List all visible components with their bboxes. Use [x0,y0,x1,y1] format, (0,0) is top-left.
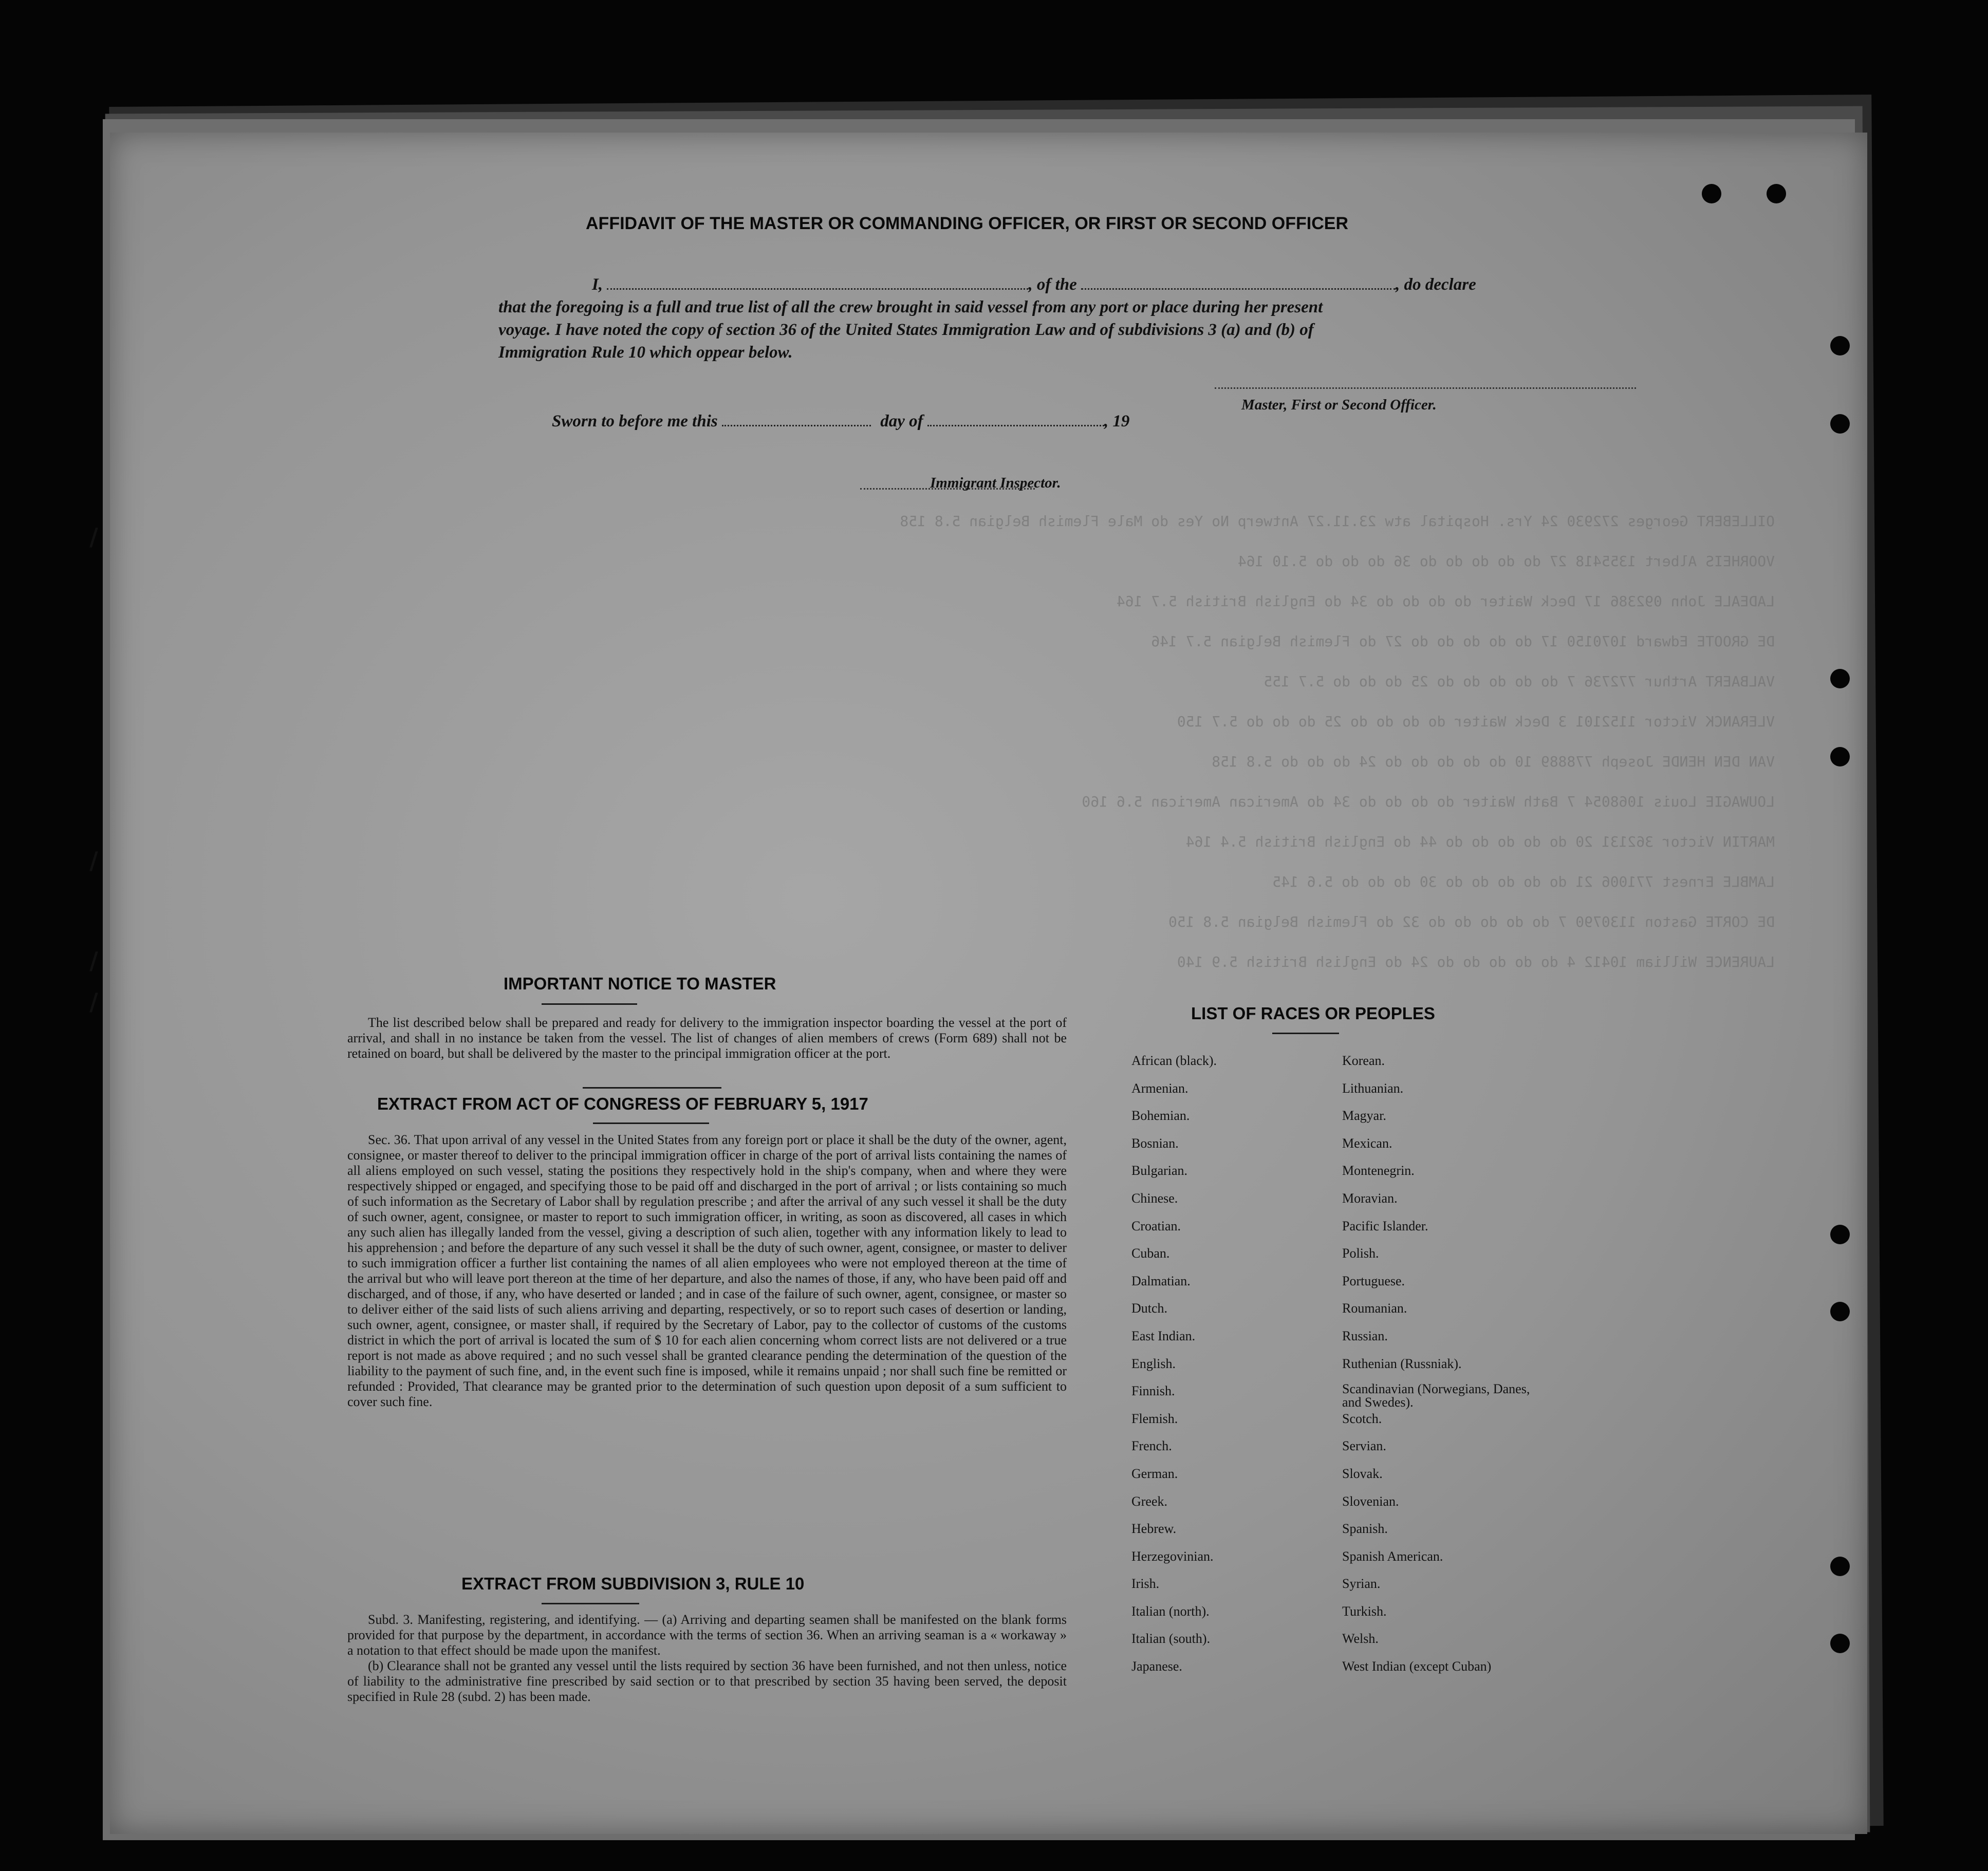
race-item: Slovak. [1342,1466,1383,1481]
race-item: English. [1131,1356,1176,1371]
inspector-signature-label: Immigrant Inspector. [930,475,1061,491]
race-item: Ruthenian (Russniak). [1342,1356,1462,1371]
master-name-field[interactable] [607,288,1028,290]
race-item: Croatian. [1131,1218,1181,1233]
race-item: Slovenian. [1342,1493,1399,1509]
race-item: African (black). [1131,1053,1217,1068]
race-item: Mexican. [1342,1135,1392,1151]
margin-mark: / [89,947,98,975]
margin-mark: / [89,523,98,551]
race-item: Herzegovinian. [1131,1548,1214,1564]
notice-title-rule [542,1003,637,1005]
master-signature-line[interactable] [1215,387,1636,389]
bleed-through-row: LAURENCE William 10412 4 do do do do do 24 do English British 5.9 140 [1177,953,1775,970]
race-item: Armenian. [1131,1080,1188,1096]
race-item: Spanish. [1342,1521,1388,1537]
notice-paragraph: The list described below shall be prepared and ready for delivery to the immigration inspector boarding the vessel at the port of arrival, and shall in no instance be taken from the vessel. The list of changes of alien members of crews (Form 689) shall not be retained on board, but shall be delivered by the master to the principal immigration officer at the port. [347,1015,1067,1061]
punch-hole [1830,1225,1850,1244]
race-item: Finnish. [1131,1383,1175,1399]
race-item: Chinese. [1131,1190,1178,1206]
rule-paragraph-a: Subd. 3. Manifesting, registering, and identifying. — (a) Arriving and departing seamen shall be manifested on the blank forms provided for that purpose by the department, in accordance with the terms of section 36. When an arriving seaman is a « workaway » a notation to that effect should be made upon the manifest. [347,1612,1067,1658]
punch-hole [1830,747,1850,766]
race-item: Magyar. [1342,1108,1386,1124]
race-item: Welsh. [1342,1631,1379,1647]
margin-mark: / [89,988,98,1016]
race-item: Scandinavian (Norwegians, Danes, and Swedes). [1342,1381,1530,1410]
sworn-day-field[interactable] [722,425,871,426]
act-title-rule-bottom [593,1122,709,1124]
rule-text [347,1612,1067,1705]
bleed-through-row: VOORHEIS Albert 1355418 27 do do do do do 36 do do do 5.10 164 [1237,553,1775,570]
race-item: Dalmatian. [1131,1273,1191,1288]
bleed-through-row: VALBAERT Arthur 772736 7 do do do do do 25 do do do 5.7 155 [1264,673,1775,690]
act-title-rule-top [583,1087,721,1089]
day-of-label: day of [880,412,923,431]
affidavit-line-4: Immigration Rule 10 which oppear below. [498,343,793,362]
race-item: Turkish. [1342,1603,1387,1619]
race-item: East Indian. [1131,1328,1196,1343]
race-item: Bohemian. [1131,1108,1190,1124]
sworn-month-field[interactable] [927,425,1104,426]
race-item: Japanese. [1131,1659,1182,1674]
race-item: Bulgarian. [1131,1163,1188,1178]
affidavit-declare-label: , do declare [1396,275,1476,294]
race-item: Montenegrin. [1342,1163,1415,1178]
race-item: Greek. [1131,1493,1168,1509]
punch-hole [1830,1634,1850,1653]
affidavit-i-label: I, [592,275,603,294]
punch-hole [1830,1557,1850,1576]
race-item: Irish. [1131,1576,1160,1592]
punch-hole [1702,184,1721,203]
punch-hole [1767,184,1786,203]
race-item: Hebrew. [1131,1521,1177,1537]
bleed-through-row: MARTIN Victor 362131 20 do do do do do 44 do English British 5.4 164 [1185,833,1775,850]
race-item: Bosnian. [1131,1135,1179,1151]
races-title: LIST OF RACES OR PEOPLES [1191,1004,1435,1023]
bleed-through-row: LOUWAGIE Louis 1068054 7 Bath Waiter do do do do 34 do American American 5.6 160 [1082,793,1775,810]
race-item: French. [1131,1438,1172,1454]
sworn-label: Sworn to before me this [552,412,718,431]
punch-hole [1830,414,1850,434]
race-item: Moravian. [1342,1190,1398,1206]
master-signature-label: Master, First or Second Officer. [1241,397,1437,413]
bleed-through-row: DE CORTE Gaston 1130790 7 do do do do do 32 do Flemish Belgian 5.8 150 [1168,913,1775,930]
year-prefix-label: , 19 [1104,412,1130,431]
sworn-line [552,412,1129,431]
affidavit-line-2: that the foregoing is a full and true list of all the crew brought in said vessel from any port or place during her present [498,298,1323,316]
bleed-through-row: VLERANCK Victor 1152101 3 Deck Waiter do do do do 25 do do do 5.7 150 [1177,713,1775,730]
notice-text [347,1015,1067,1061]
margin-mark: / [89,847,98,874]
affidavit-title: AFFIDAVIT OF THE MASTER OR COMMANDING OFFICER, OR FIRST OR SECOND OFFICER [586,214,1348,233]
punch-hole [1830,669,1850,688]
vessel-name-field[interactable] [1081,288,1396,290]
race-item: Polish. [1342,1246,1379,1261]
rule-title-rule [542,1603,639,1604]
races-title-rule [1272,1033,1339,1034]
bleed-through-row: LADEALE John 092386 17 Deck Waiter do do do do 34 do English British 5.7 164 [1116,593,1775,610]
race-item: Lithuanian. [1342,1080,1404,1096]
bleed-through-row: OILLEBERT Georges 272930 24 Yrs. Hospital atw 23.11.27 Antwerp No Yes do Male Flemish Belgian 5.8 158 [900,513,1775,530]
race-item: Russian. [1342,1328,1388,1343]
race-item: Portuguese. [1342,1273,1405,1288]
races-column-2 [1342,1052,1543,1686]
affidavit-line-3: voyage. I have noted the copy of section 36 of the United States Immigration Law and of subdivisions 3 (a) and (b) of [498,321,1314,339]
rule-paragraph-b: (b) Clearance shall not be granted any vessel until the lists required by section 36 have been furnished, and not then unless, notice of liability to the administrative fine prescribed by said section or to that prescribed by section 35 having been served, the deposit specified in Rule 28 (subd. 2) has been made. [347,1658,1067,1704]
race-item: Flemish. [1131,1411,1178,1426]
race-item: Syrian. [1342,1576,1381,1592]
document-page [89,133,1867,1834]
act-text [347,1132,1067,1410]
punch-hole [1830,336,1850,356]
race-item: Cuban. [1131,1246,1170,1261]
act-paragraph: Sec. 36. That upon arrival of any vessel in the United States from any foreign port or place it shall be the duty of the owner, agent, consignee, or master thereof to deliver to the principal immigration officer in charge of the port of arrival lists containing the names of all aliens employed on such vessel, stating the positions they respectively hold in the ship's company, when and where they were respectively shipped or engaged, and specifying those to be paid off and discharged in the port of arrival ; or lists containing so much of such information as the Secretary of Labor shall by regulation prescribe ; and after the arrival of any such vessel it shall be the duty of such owner, agent, consignee, or master to report to such immigration officer, in writing, as soon as discovered, all cases in which any such alien has illegally landed from the vessel, giving a description of such alien, together with any information likely to lead to his apprehension ; and before the departure of any such vessel it shall be the duty of such owner, agent, consignee, or master to deliver to such immigration officer a further list containing the names of all alien employees who were not employed thereon at the time of the arrival but who will leave port thereon at the time of her departure, and also the names of those, if any, who have been paid off and discharged, and of those, if any, who have deserted or landed ; and in case of the failure of such owner, agent, consignee, or master so to deliver either of the said lists of such aliens arriving and departing, respectively, or so to report such cases of desertion or landing, such owner, agent, consignee, or master shall, if required by the Secretary of Labor, pay to the collector of customs of the customs district in which the port of arrival is located the sum of $ 10 for each alien concerning whom correct lists are not delivered or a true report is not made as above required ; and no such vessel shall be granted clearance pending the determination of the question of the liability to the payment of such fine, and, in the event such fine is imposed, while it remains unpaid ; nor shall such fine be remitted or refunded : Provided, That clearance may be granted prior to the determination of such question upon deposit of a sum sufficient to cover such fine. [347,1132,1067,1409]
bleed-through-row: LAMBLE Ernest 771006 21 do do do do do 30 do do do 5.6 145 [1272,873,1775,890]
notice-title: IMPORTANT NOTICE TO MASTER [504,974,776,993]
bleed-through-row: VAN DEN HENDE Joseph 778889 10 do do do do do 24 do do do 5.8 158 [1212,753,1775,770]
race-item: Roumanian. [1342,1301,1407,1316]
bleed-through-row: DE GROOTE Edward 1070150 17 do do do do do 27 do Flemish Belgian 5.7 146 [1151,633,1775,650]
affidavit-line-1 [550,275,1603,294]
race-item: West Indian (except Cuban) [1342,1659,1492,1674]
punch-hole [1830,1302,1850,1321]
race-item: Pacific Islander. [1342,1218,1428,1233]
rule-title: EXTRACT FROM SUBDIVISION 3, RULE 10 [461,1574,805,1593]
act-title: EXTRACT FROM ACT OF CONGRESS OF FEBRUARY 5, 1917 [377,1094,868,1113]
race-item: Servian. [1342,1438,1386,1454]
race-item: German. [1131,1466,1178,1481]
affidavit-of-the-label: , of the [1028,275,1077,294]
race-item: Dutch. [1131,1301,1168,1316]
race-item: Italian (south). [1131,1631,1211,1647]
race-item: Italian (north). [1131,1603,1210,1619]
race-item: Spanish American. [1342,1548,1443,1564]
races-column-1 [1131,1052,1217,1686]
race-item: Scotch. [1342,1411,1382,1426]
race-item: Korean. [1342,1053,1385,1068]
